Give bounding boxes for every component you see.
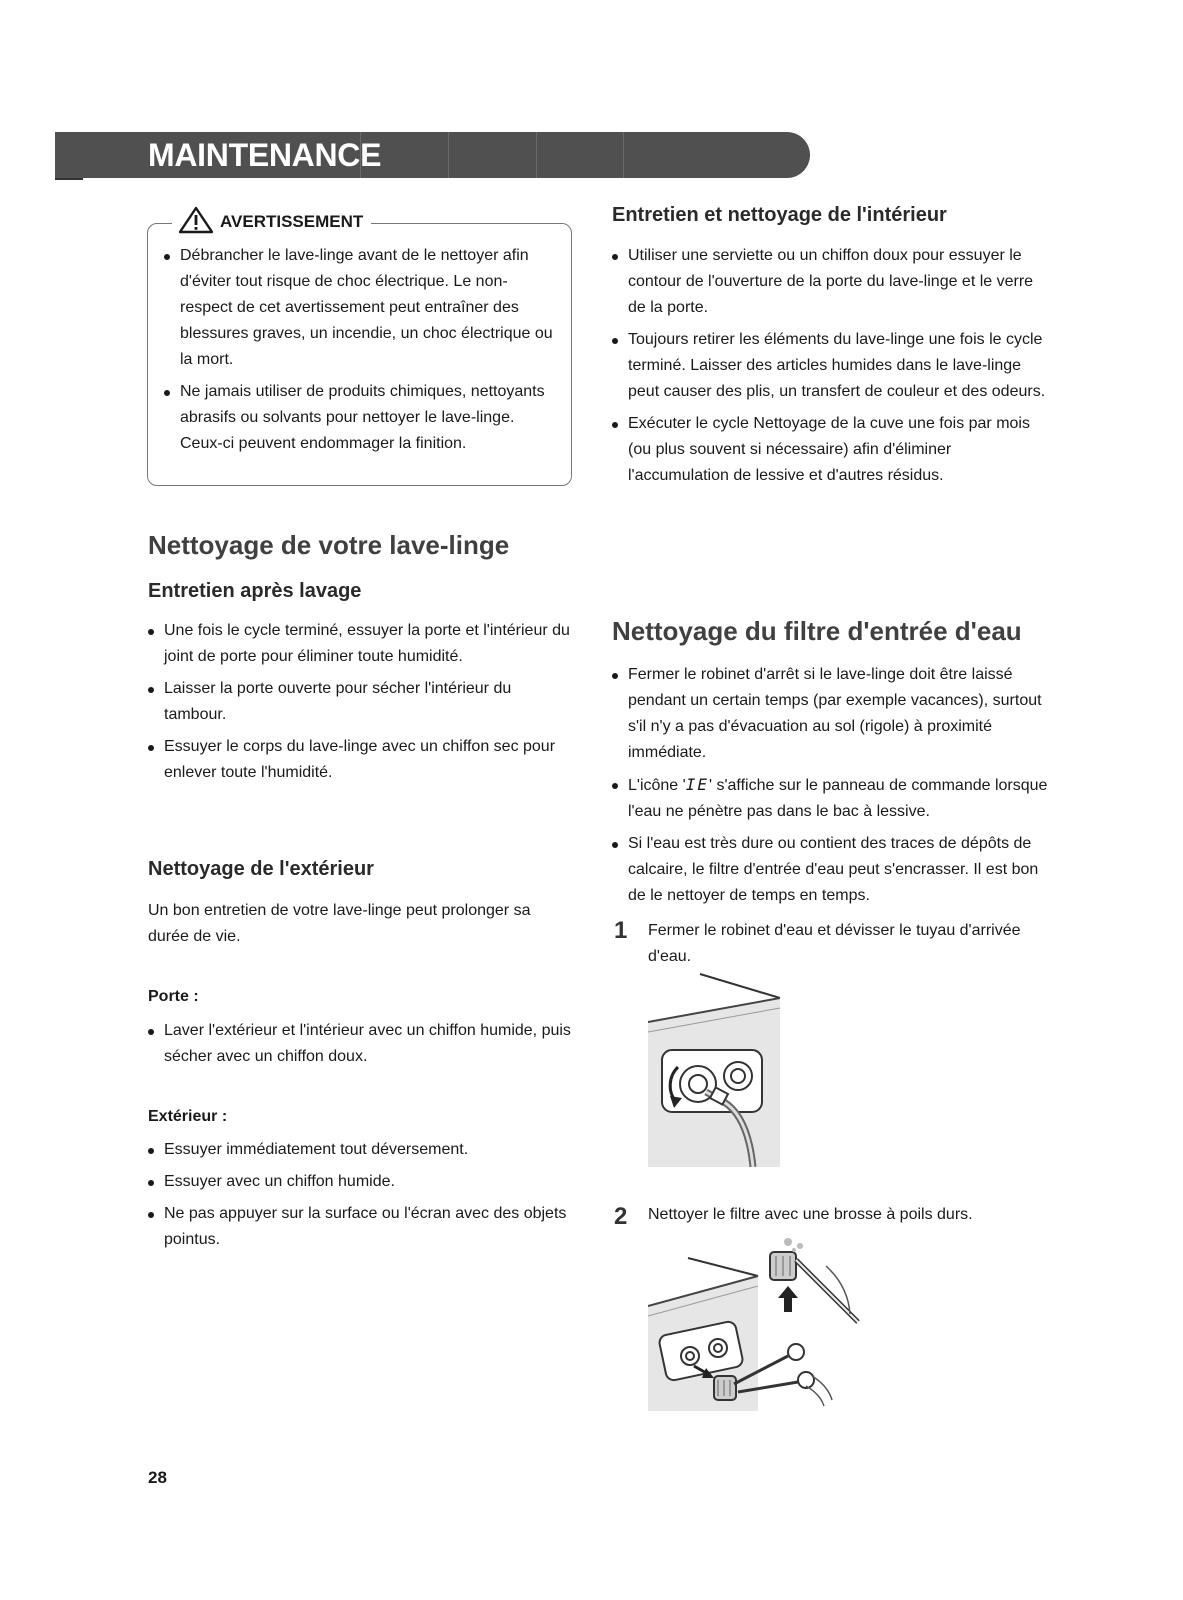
list-item: Essuyer le corps du lave-linge avec un chiffon sec pour enlever toute l'humidité. bbox=[146, 734, 576, 786]
list-item: Si l'eau est très dure ou contient des traces de dépôts de calcaire, le filtre d'entrée d'eau peut s'encrasser. Il est bon de le nettoyer de temps en temps. bbox=[610, 831, 1050, 909]
warning-list bbox=[162, 243, 560, 463]
filter-brush-illustration bbox=[648, 1236, 878, 1416]
banner-underline bbox=[55, 178, 83, 180]
list-item: Ne jamais utiliser de produits chimiques, nettoyants abrasifs ou solvants pour nettoyer le lave-linge. Ceux-ci peuvent endommager la finition. bbox=[162, 379, 560, 457]
list-item: Utiliser une serviette ou un chiffon doux pour essuyer le contour de l'ouverture de la porte du lave-linge et le verre de la porte. bbox=[610, 243, 1050, 321]
step-number: 1 bbox=[614, 917, 628, 944]
exterior-list bbox=[146, 1137, 576, 1259]
list-item: Ne pas appuyer sur la surface ou l'écran avec des objets pointus. bbox=[146, 1201, 576, 1253]
step-number: 2 bbox=[614, 1203, 628, 1230]
after-wash-list bbox=[146, 618, 576, 792]
hose-unscrew-illustration bbox=[648, 972, 788, 1172]
list-item: Laisser la porte ouverte pour sécher l'intérieur du tambour. bbox=[146, 676, 576, 728]
list-item: Laver l'extérieur et l'intérieur avec un chiffon humide, puis sécher avec un chiffon doux. bbox=[146, 1018, 576, 1070]
error-code-display: IE bbox=[685, 775, 709, 794]
interior-list bbox=[610, 243, 1050, 495]
step-text: Fermer le robinet d'eau et dévisser le tuyau d'arrivée d'eau. bbox=[648, 922, 1021, 965]
warning-triangle-icon bbox=[178, 206, 214, 239]
step-text: Nettoyer le filtre avec une brosse à poils durs. bbox=[648, 1206, 973, 1223]
page-title: MAINTENANCE bbox=[148, 137, 382, 173]
exterior-intro: Un bon entretien de votre lave-linge peut prolonger sa durée de vie. bbox=[148, 902, 531, 945]
list-item: L'icône 'IE' s'affiche sur le panneau de commande lorsque l'eau ne pénètre pas dans le bac à lessive. bbox=[610, 772, 1050, 825]
door-subheading: Porte : bbox=[148, 988, 199, 1005]
list-item: Fermer le robinet d'arrêt si le lave-linge doit être laissé pendant un certain temps (par exemple vacances), surtout s'il n'y a pas d'évacuation au sol (rigole) à proximité immédiate. bbox=[610, 662, 1050, 766]
after-wash-heading: Entretien après lavage bbox=[148, 580, 362, 602]
warning-header bbox=[172, 207, 371, 237]
filter-heading: Nettoyage du filtre d'entrée d'eau bbox=[612, 616, 1022, 646]
list-item: Essuyer immédiatement tout déversement. bbox=[146, 1137, 576, 1163]
exterior-heading: Nettoyage de l'extérieur bbox=[148, 858, 374, 880]
page-number: 28 bbox=[148, 1468, 167, 1487]
exterior-subheading: Extérieur : bbox=[148, 1108, 228, 1125]
warning-title: AVERTISSEMENT bbox=[220, 212, 364, 231]
interior-heading: Entretien et nettoyage de l'intérieur bbox=[612, 204, 947, 226]
door-list bbox=[146, 1018, 576, 1076]
list-item: Toujours retirer les éléments du lave-linge une fois le cycle terminé. Laisser des articles humides dans le lave-linge peut causer des plis, un transfert de couleur et des odeurs. bbox=[610, 327, 1050, 405]
filter-list bbox=[610, 662, 1050, 915]
cleaning-heading: Nettoyage de votre lave-linge bbox=[148, 530, 510, 560]
list-item: Une fois le cycle terminé, essuyer la porte et l'intérieur du joint de porte pour éliminer toute humidité. bbox=[146, 618, 576, 670]
list-item: Essuyer avec un chiffon humide. bbox=[146, 1169, 576, 1195]
list-item: Exécuter le cycle Nettoyage de la cuve une fois par mois (ou plus souvent si nécessaire) afin d'éliminer l'accumulation de lessive et d'autres résidus. bbox=[610, 411, 1050, 489]
list-item: Débrancher le lave-linge avant de le nettoyer afin d'éviter tout risque de choc électrique. Le non-respect de cet avertissement peut entraîner des blessures graves, un incendie, un choc électrique ou la mort. bbox=[162, 243, 560, 373]
